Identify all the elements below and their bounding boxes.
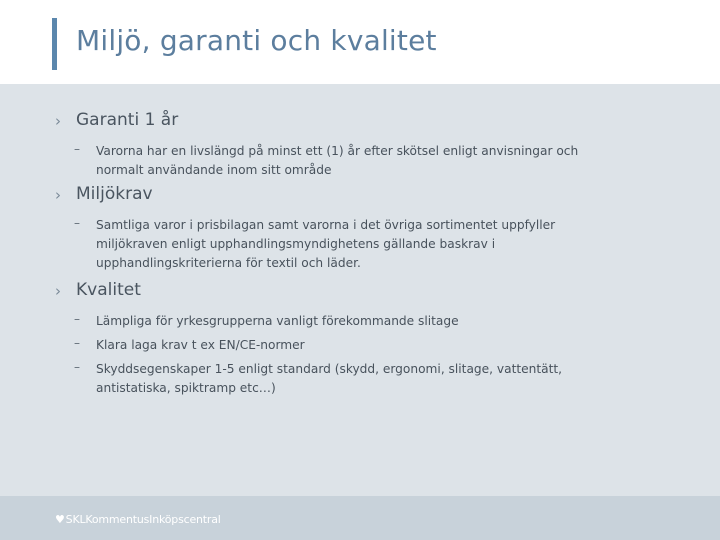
sub-bullet-text: Samtliga varor i prisbilagan samt varorna i det övriga sortimentet uppfyller miljökraven enligt upphandlingsmyndighetens gällande baskrav i upphandlingskriterierna för textil och läder. <box>96 218 556 270</box>
sub-bullet <box>75 360 655 398</box>
logo-text: SKLKommentusInköpscentral <box>65 513 221 526</box>
sub-bullet-text: Varorna har en livslängd på minst ett (1) år efter skötsel enligt anvisningar och normalt användande inom sitt område <box>96 144 579 177</box>
dash-icon: – <box>74 336 80 350</box>
bullet-label: Garanti 1 år <box>76 110 179 130</box>
slide-header <box>0 0 720 84</box>
sub-bullet <box>75 142 655 180</box>
sub-bullet-text: Skyddsegenskaper 1-5 enligt standard (skydd, ergonomi, slitage, vattentätt, antistatiska, spiktramp etc…) <box>96 362 563 395</box>
chevron-right-icon: › <box>55 186 61 204</box>
sub-bullet <box>75 216 655 273</box>
bullet-item-miljokrav <box>55 184 655 273</box>
dash-icon: – <box>74 312 80 326</box>
heart-icon: ♥ <box>55 513 65 526</box>
bullet-label: Miljökrav <box>76 184 153 204</box>
bullet-item-kvalitet <box>55 280 655 398</box>
slide-title: Miljö, garanti och kvalitet <box>76 24 437 57</box>
bullet-item-garanti <box>55 110 655 180</box>
title-accent-bar <box>52 18 57 70</box>
chevron-right-icon: › <box>55 282 61 300</box>
dash-icon: – <box>74 360 80 374</box>
sub-bullet <box>75 336 655 355</box>
footer-logo <box>55 513 221 526</box>
bullet-label: Kvalitet <box>76 280 141 300</box>
sub-bullet <box>75 312 655 331</box>
chevron-right-icon: › <box>55 112 61 130</box>
dash-icon: – <box>74 142 80 156</box>
sub-bullet-text: Klara laga krav t ex EN/CE-normer <box>96 338 305 352</box>
sub-bullet-text: Lämpliga för yrkesgrupperna vanligt förekommande slitage <box>96 314 459 328</box>
dash-icon: – <box>74 216 80 230</box>
